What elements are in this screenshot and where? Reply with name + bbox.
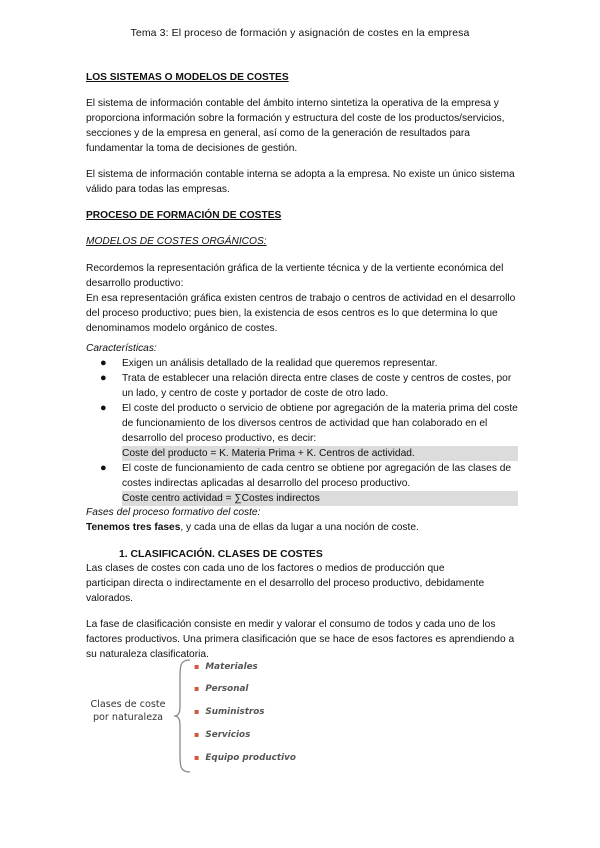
square-bullet-icon: ▪ bbox=[194, 662, 200, 671]
text-line: Las clases de costes con cada uno de los factores o medios de producción que bbox=[86, 563, 445, 574]
diagram-item: ▪ Materiales bbox=[194, 662, 258, 672]
characteristics-list bbox=[86, 356, 518, 506]
text-line: desarrollo productivo: bbox=[86, 278, 184, 289]
diagram-item: ▪ Suministros bbox=[194, 707, 265, 717]
square-bullet-icon: ▪ bbox=[194, 684, 200, 693]
paragraph-recordemos bbox=[86, 261, 518, 336]
cost-classification-diagram bbox=[86, 656, 386, 776]
subsection-heading: MODELOS DE COSTES ORGÁNICOS: bbox=[86, 236, 267, 247]
formula-highlight: Coste del producto = K. Materia Prima + K. Centros de actividad. bbox=[122, 446, 518, 461]
list-item bbox=[86, 371, 518, 401]
diagram-item: ▪ Servicios bbox=[194, 730, 251, 740]
formula-highlight: Coste centro actividad = ∑Costes indirectos bbox=[122, 491, 518, 506]
text-line: Recordemos la representación gráfica de la vertiente técnica y de la vertiente económica del bbox=[86, 263, 504, 274]
text-line: En esa representación gráfica existen centros de trabajo o centros de actividad en el desarrollo bbox=[86, 293, 516, 304]
list-item bbox=[86, 401, 518, 461]
text-line: El coste del producto o servicio de obtiene por agregación de la materia prima del coste bbox=[122, 403, 518, 414]
page-header: Tema 3: El proceso de formación y asignación de costes en la empresa bbox=[130, 27, 470, 39]
bullet-icon: ● bbox=[100, 462, 107, 474]
text-line: fundamentar la toma de decisiones de gestión. bbox=[86, 143, 298, 154]
diagram-item: ▪ Equipo productivo bbox=[194, 753, 296, 763]
text-line: desarrollo del proceso productivo, es decir: bbox=[122, 433, 317, 444]
square-bullet-icon: ▪ bbox=[194, 707, 200, 716]
text-line: La fase de clasificación consiste en medir y valorar el consumo de todos y cada uno de los bbox=[86, 619, 496, 630]
text-line: participan directa o indirectamente en el desarrollo del proceso productivo, debidamente bbox=[86, 578, 485, 589]
phases-rest-text: , y cada una de ellas da lugar a una noción de coste. bbox=[180, 522, 419, 533]
diagram-item: ▪ Personal bbox=[194, 684, 249, 694]
section-heading: LOS SISTEMAS O MODELOS DE COSTES bbox=[86, 72, 289, 83]
text-line: secciones y de la empresa en general, así como de la generación de resultados para bbox=[86, 128, 470, 139]
text-line: El coste de funcionamiento de cada centro se obtiene por agregación de las clases de bbox=[122, 463, 512, 474]
section-sistemas bbox=[86, 70, 518, 85]
characteristics-label: Características: bbox=[86, 343, 157, 354]
text-line: un lado, y centro de coste y portador de coste de otro lado. bbox=[122, 388, 389, 399]
text-line: costes indirectas aplicadas al desarrollo del proceso productivo. bbox=[122, 478, 411, 489]
section-clasificacion bbox=[119, 547, 551, 562]
text-line: de funcionamiento de los diversos centros de actividad que han colaborado en el bbox=[122, 418, 488, 429]
text-line: Trata de establecer una relación directa entre clases de coste y centros de costes, por bbox=[122, 373, 512, 384]
section-heading: PROCESO DE FORMACIÓN DE COSTES bbox=[86, 210, 282, 221]
phases-label: Fases del proceso formativo del coste: bbox=[86, 507, 261, 518]
paragraph-clases-costes bbox=[86, 561, 518, 606]
text-line: factores productivos. Una primera clasificación que se hace de esos factores es aprendiendo a bbox=[86, 634, 515, 645]
bullet-icon: ● bbox=[100, 402, 107, 414]
section-heading: 1. CLASIFICACIÓN. CLASES DE COSTES bbox=[119, 549, 323, 560]
text-line: El sistema de información contable del ámbito interno sintetiza la operativa de la empresa y bbox=[86, 98, 499, 109]
text-line: del proceso productivo; pues bien, la existencia de esos centros es lo que determina lo que bbox=[86, 308, 498, 319]
list-item bbox=[86, 461, 518, 506]
curly-brace-icon bbox=[172, 658, 192, 774]
section-proceso bbox=[86, 208, 518, 223]
subsection-modelos bbox=[86, 234, 518, 249]
text-line: válido para todas las empresas. bbox=[86, 184, 230, 195]
bullet-icon: ● bbox=[100, 372, 107, 384]
phases-bold-text: Tenemos tres fases bbox=[86, 522, 181, 533]
diagram-label-line: por naturaleza bbox=[92, 712, 164, 723]
square-bullet-icon: ▪ bbox=[194, 730, 200, 739]
diagram-label bbox=[86, 698, 170, 724]
text-line: denominamos modelo orgánico de costes. bbox=[86, 323, 278, 334]
paragraph-sistema-informacion bbox=[86, 96, 518, 156]
text-line: su naturaleza clasificatoria. bbox=[86, 649, 209, 660]
text-line: valorados. bbox=[86, 593, 134, 604]
list-item bbox=[86, 356, 518, 371]
text-line: Exigen un análisis detallado de la realidad que queremos representar. bbox=[122, 358, 438, 369]
characteristics-block bbox=[86, 341, 518, 506]
phases-text bbox=[86, 520, 518, 535]
text-line: proporciona información sobre la formación y estructura del coste de los productos/servicios, bbox=[86, 113, 505, 124]
diagram-label-line: Clases de coste bbox=[90, 699, 166, 710]
phases-block bbox=[86, 505, 518, 535]
square-bullet-icon: ▪ bbox=[194, 753, 200, 762]
paragraph-sistema-adopta bbox=[86, 167, 518, 197]
text-line: El sistema de información contable interna se adopta a la empresa. No existe un único sistema bbox=[86, 169, 515, 180]
bullet-icon: ● bbox=[100, 357, 107, 369]
